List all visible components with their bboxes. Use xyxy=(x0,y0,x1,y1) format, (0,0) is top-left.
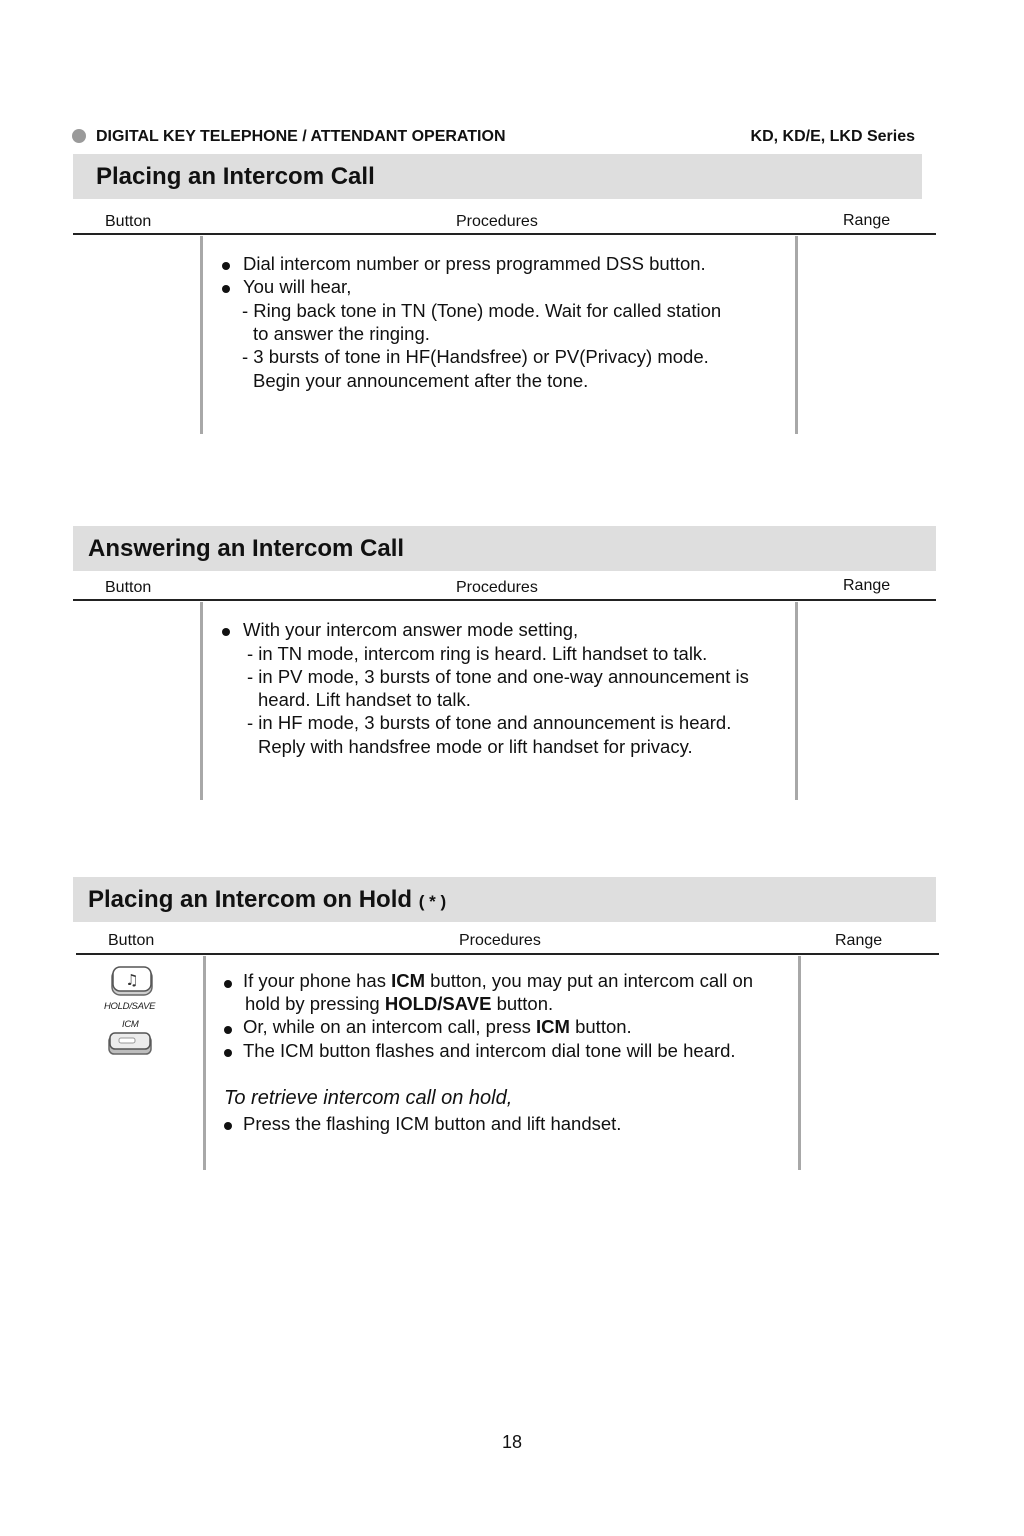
retrieve-heading: To retrieve intercom call on hold, xyxy=(224,1087,513,1109)
section-title xyxy=(88,886,446,914)
column-header-button: Button xyxy=(105,579,152,596)
procedure-line: - in TN mode, intercom ring is heard. Lift handset to talk. xyxy=(247,643,708,664)
hold-save-keyword: HOLD/SAVE xyxy=(384,993,492,1014)
bullet-icon xyxy=(222,628,230,636)
section-title-suffix: ( * ) xyxy=(418,892,447,911)
procedure-line: heard. Lift handset to talk. xyxy=(258,689,471,710)
icm-key-icon xyxy=(107,1032,153,1056)
text-run: button. xyxy=(491,993,554,1014)
table-rule xyxy=(73,233,936,235)
column-divider xyxy=(798,956,801,1170)
section-title: Placing an Intercom Call xyxy=(96,163,375,190)
column-divider xyxy=(200,236,203,434)
bullet-icon xyxy=(222,262,230,270)
svg-text:♫: ♫ xyxy=(125,971,139,989)
column-divider xyxy=(795,602,798,800)
procedure-line: You will hear, xyxy=(243,276,352,297)
icm-button[interactable] xyxy=(107,1032,153,1056)
bullet-icon xyxy=(224,1026,232,1034)
procedure-line: - in HF mode, 3 bursts of tone and announcement is heard. xyxy=(247,712,732,733)
column-header-range: Range xyxy=(843,212,891,229)
icm-keyword: ICM xyxy=(536,1016,570,1037)
hold-save-button[interactable] xyxy=(110,966,154,996)
bullet-icon xyxy=(222,285,230,293)
table-rule xyxy=(76,953,939,955)
text-run: button, you may put an intercom call on xyxy=(425,970,754,991)
table-rule xyxy=(73,599,936,601)
column-divider xyxy=(795,236,798,434)
column-divider xyxy=(203,956,206,1170)
procedure-line xyxy=(243,970,753,992)
section-header-placing-call xyxy=(73,154,922,199)
bullet-icon xyxy=(224,1122,232,1130)
column-divider xyxy=(200,602,203,800)
icm-keyword: ICM xyxy=(391,970,426,991)
procedure-line: to answer the ringing. xyxy=(253,323,430,344)
procedure-line: The ICM button flashes and intercom dial tone will be heard. xyxy=(243,1040,736,1061)
header-title: DIGITAL KEY TELEPHONE / ATTENDANT OPERATION xyxy=(96,128,506,145)
header-series: KD, KD/E, LKD Series xyxy=(750,128,915,145)
procedure-line: Reply with handsfree mode or lift handset for privacy. xyxy=(258,736,693,757)
section-title: Answering an Intercom Call xyxy=(88,535,405,562)
hold-save-key-icon xyxy=(110,966,154,996)
bullet-icon xyxy=(224,1049,232,1057)
procedure-line: - in PV mode, 3 bursts of tone and one-way announcement is xyxy=(247,666,749,687)
column-header-button: Button xyxy=(105,213,152,230)
column-header-range: Range xyxy=(835,932,883,949)
procedure-line xyxy=(243,1016,632,1038)
section-header-answering-call xyxy=(73,526,936,571)
icm-button-label: ICM xyxy=(122,1019,139,1030)
column-header-procedures: Procedures xyxy=(456,579,538,596)
procedure-line: Dial intercom number or press programmed DSS button. xyxy=(243,253,706,274)
column-header-range: Range xyxy=(843,577,891,594)
procedure-line: Press the flashing ICM button and lift handset. xyxy=(243,1113,622,1134)
procedure-line: - Ring back tone in TN (Tone) mode. Wait for called station xyxy=(242,300,722,321)
page-number: 18 xyxy=(501,1432,523,1452)
section-title-text: Placing an Intercom on Hold xyxy=(88,886,413,913)
column-header-procedures: Procedures xyxy=(456,213,538,230)
section-header-intercom-hold xyxy=(73,877,936,922)
procedure-line: With your intercom answer mode setting, xyxy=(243,619,579,640)
column-header-procedures: Procedures xyxy=(459,932,541,949)
procedure-line: Begin your announcement after the tone. xyxy=(253,370,589,391)
text-run: If your phone has xyxy=(243,970,392,991)
text-run: button. xyxy=(569,1016,632,1037)
text-run: Or, while on an intercom call, press xyxy=(243,1016,537,1037)
hold-save-button-label: HOLD/SAVE xyxy=(104,1001,156,1012)
procedure-line xyxy=(245,993,553,1015)
header-bullet-icon xyxy=(72,129,86,143)
column-header-button: Button xyxy=(108,932,155,949)
procedure-line: - 3 bursts of tone in HF(Handsfree) or PV(Privacy) mode. xyxy=(242,346,709,367)
bullet-icon xyxy=(224,980,232,988)
text-run: hold by pressing xyxy=(245,993,385,1014)
